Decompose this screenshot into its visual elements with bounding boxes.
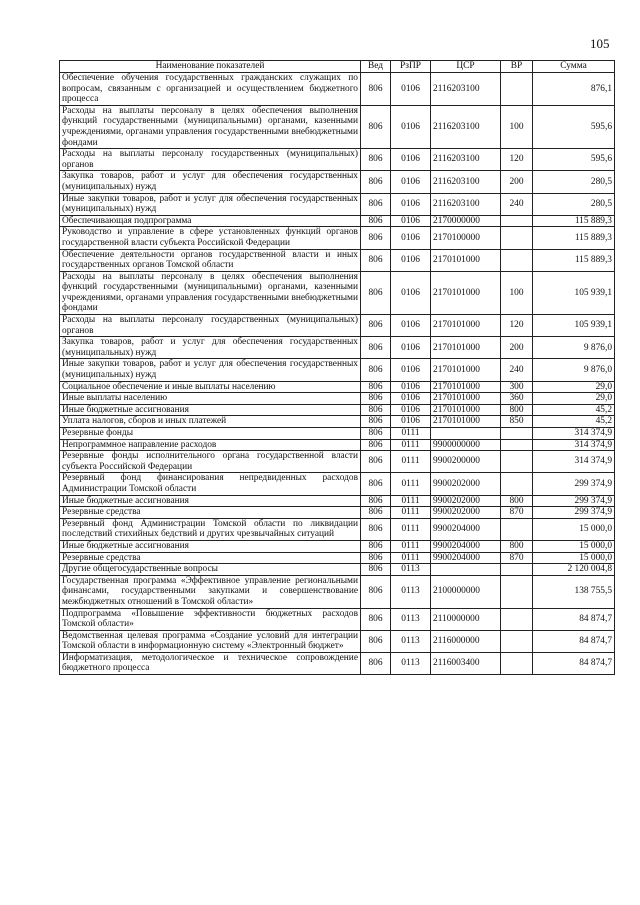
row-rzpr: 0106 [391,337,431,359]
row-vr [501,439,533,451]
row-ved: 806 [361,652,391,674]
row-csr: 2170101000 [431,249,501,271]
row-name: Государственная программа «Эффективное управление региональными финансами, государственными закупками и совершенствование межбюджетных отношений в Томской области» [60,575,361,608]
row-ved: 806 [361,416,391,428]
row-rzpr: 0106 [391,171,431,193]
row-ved: 806 [361,315,391,337]
row-name: Иные выплаты населению [60,393,361,405]
row-name: Расходы на выплаты персоналу государственных (муниципальных) органов [60,315,361,337]
table-row [60,416,615,428]
row-sum: 314 374,9 [533,439,615,451]
row-rzpr: 0113 [391,575,431,608]
row-sum: 115 889,3 [533,227,615,249]
row-sum: 29,0 [533,393,615,405]
header-sum: Сумма [533,61,615,73]
row-rzpr: 0106 [391,215,431,227]
row-ved: 806 [361,381,391,393]
row-csr: 9900202000 [431,495,501,507]
row-vr: 120 [501,315,533,337]
row-sum: 84 874,7 [533,630,615,652]
row-name: Расходы на выплаты персоналу в целях обеспечения выполнения функций государственными (муниципальными) органами, казенными учреждениями, органами управления государственными внебюджетными фондами [60,105,361,148]
table-body [60,73,615,675]
row-sum: 595,6 [533,105,615,148]
row-name: Иные закупки товаров, работ и услуг для обеспечения государственных (муниципальных) нужд [60,193,361,215]
budget-table [59,60,615,675]
row-rzpr: 0111 [391,507,431,519]
table-row [60,105,615,148]
row-ved: 806 [361,193,391,215]
row-rzpr: 0113 [391,608,431,630]
row-csr: 9900202000 [431,507,501,519]
row-vr [501,73,533,106]
table-row [60,552,615,564]
table-row [60,575,615,608]
row-ved: 806 [361,552,391,564]
row-ved: 806 [361,215,391,227]
row-rzpr: 0111 [391,495,431,507]
row-csr: 2170101000 [431,416,501,428]
table-row [60,518,615,540]
row-ved: 806 [361,227,391,249]
row-name: Обеспечение обучения государственных гражданских служащих по вопросам, связанным с организацией и осуществлением бюджетного процесса [60,73,361,106]
row-sum: 105 939,1 [533,271,615,314]
row-vr: 360 [501,393,533,405]
row-csr: 2170101000 [431,337,501,359]
row-rzpr: 0106 [391,227,431,249]
row-name: Социальное обеспечение и иные выплаты населению [60,381,361,393]
row-name: Обеспечение деятельности органов государственной власти и иных государственных органов Томской области [60,249,361,271]
row-csr: 2170000000 [431,215,501,227]
table-row [60,428,615,440]
table-row [60,540,615,552]
row-rzpr: 0106 [391,271,431,314]
row-ved: 806 [361,249,391,271]
row-vr [501,227,533,249]
row-csr: 2170101000 [431,271,501,314]
row-sum: 115 889,3 [533,249,615,271]
row-vr: 240 [501,359,533,381]
header-name: Наименование показателей [60,61,361,73]
row-sum: 280,5 [533,171,615,193]
row-name: Закупка товаров, работ и услуг для обеспечения государственных (муниципальных) нужд [60,337,361,359]
row-ved: 806 [361,428,391,440]
table-row [60,73,615,106]
row-ved: 806 [361,630,391,652]
table-row [60,215,615,227]
row-sum: 29,0 [533,381,615,393]
row-vr [501,575,533,608]
row-name: Расходы на выплаты персоналу в целях обеспечения выполнения функций государственными (муниципальными) органами, казенными учреждениями, органами управления государственными внебюджетными фондами [60,271,361,314]
row-csr: 9900204000 [431,552,501,564]
row-vr: 800 [501,540,533,552]
table-row [60,630,615,652]
row-vr: 850 [501,416,533,428]
row-sum: 15 000,0 [533,518,615,540]
row-ved: 806 [361,73,391,106]
row-vr: 120 [501,149,533,171]
table-row [60,337,615,359]
row-name: Иные бюджетные ассигнования [60,404,361,416]
row-name: Закупка товаров, работ и услуг для обеспечения государственных (муниципальных) нужд [60,171,361,193]
row-csr: 2170101000 [431,315,501,337]
row-sum: 9 876,0 [533,359,615,381]
header-rzpr: РзПР [391,61,431,73]
row-name: Другие общегосударственные вопросы [60,564,361,576]
row-ved: 806 [361,518,391,540]
row-ved: 806 [361,608,391,630]
table-row [60,149,615,171]
table-row [60,404,615,416]
row-rzpr: 0111 [391,428,431,440]
row-name: Резервные средства [60,507,361,519]
row-sum: 15 000,0 [533,552,615,564]
table-header-row [60,61,615,73]
table-row [60,271,615,314]
row-csr [431,564,501,576]
row-ved: 806 [361,439,391,451]
row-sum: 2 120 004,8 [533,564,615,576]
row-rzpr: 0113 [391,630,431,652]
row-csr: 9900200000 [431,451,501,473]
table-row [60,381,615,393]
row-csr: 2116000000 [431,630,501,652]
row-csr: 2170101000 [431,404,501,416]
row-vr [501,652,533,674]
table-row [60,227,615,249]
table-row [60,507,615,519]
row-csr: 9900204000 [431,518,501,540]
row-ved: 806 [361,404,391,416]
row-name: Резервные фонды [60,428,361,440]
row-vr [501,249,533,271]
row-rzpr: 0106 [391,149,431,171]
row-vr: 800 [501,495,533,507]
row-sum: 299 374,9 [533,507,615,519]
row-sum: 84 874,7 [533,652,615,674]
table-row [60,171,615,193]
row-sum: 138 755,5 [533,575,615,608]
row-name: Иные закупки товаров, работ и услуг для обеспечения государственных (муниципальных) нужд [60,359,361,381]
row-ved: 806 [361,575,391,608]
row-name: Иные бюджетные ассигнования [60,540,361,552]
row-csr: 2116203100 [431,149,501,171]
row-sum: 84 874,7 [533,608,615,630]
row-sum: 595,6 [533,149,615,171]
row-name: Подпрограмма «Повышение эффективности бюджетных расходов Томской области» [60,608,361,630]
row-csr: 2100000000 [431,575,501,608]
row-name: Резервные фонды исполнительного органа государственной власти субъекта Российской Федерации [60,451,361,473]
row-rzpr: 0106 [391,404,431,416]
row-csr: 9900202000 [431,473,501,495]
row-vr: 870 [501,552,533,564]
row-rzpr: 0106 [391,393,431,405]
row-sum: 314 374,9 [533,428,615,440]
table-row [60,393,615,405]
row-name: Резервный фонд Администрации Томской области по ликвидации последствий стихийных бедствий и других чрезвычайных ситуаций [60,518,361,540]
row-name: Руководство и управление в сфере установленных функций органов государственной власти субъекта Российской Федерации [60,227,361,249]
row-vr: 100 [501,271,533,314]
row-vr [501,428,533,440]
row-rzpr: 0111 [391,518,431,540]
row-sum: 15 000,0 [533,540,615,552]
row-sum: 299 374,9 [533,495,615,507]
row-csr [431,428,501,440]
row-vr [501,215,533,227]
row-ved: 806 [361,451,391,473]
row-sum: 299 374,9 [533,473,615,495]
row-sum: 105 939,1 [533,315,615,337]
row-csr: 9900000000 [431,439,501,451]
row-sum: 115 889,3 [533,215,615,227]
row-ved: 806 [361,149,391,171]
row-rzpr: 0111 [391,439,431,451]
row-rzpr: 0111 [391,540,431,552]
table-row [60,359,615,381]
row-rzpr: 0106 [391,359,431,381]
row-name: Иные бюджетные ассигнования [60,495,361,507]
row-vr [501,473,533,495]
table-row [60,439,615,451]
page-number: 105 [590,36,610,51]
row-rzpr: 0106 [391,315,431,337]
table-row [60,451,615,473]
header-ved: Вед [361,61,391,73]
row-ved: 806 [361,359,391,381]
table-row [60,249,615,271]
row-vr: 800 [501,404,533,416]
row-csr: 2116203100 [431,73,501,106]
row-vr: 100 [501,105,533,148]
row-sum: 280,5 [533,193,615,215]
row-rzpr: 0111 [391,451,431,473]
row-name: Резервный фонд финансирования непредвиденных расходов Администрации Томской области [60,473,361,495]
row-ved: 806 [361,540,391,552]
row-rzpr: 0106 [391,249,431,271]
row-ved: 806 [361,271,391,314]
row-rzpr: 0106 [391,416,431,428]
row-name: Уплата налогов, сборов и иных платежей [60,416,361,428]
row-csr: 2116203100 [431,171,501,193]
row-rzpr: 0111 [391,473,431,495]
row-rzpr: 0106 [391,381,431,393]
row-csr: 2116003400 [431,652,501,674]
table-row [60,652,615,674]
row-name: Ведомственная целевая программа «Создание условий для интеграции Томской области в информационную систему «Электронный бюджет» [60,630,361,652]
row-ved: 806 [361,507,391,519]
row-rzpr: 0113 [391,652,431,674]
row-name: Информатизация, методологическое и техническое сопровождение бюджетного процесса [60,652,361,674]
header-vr: ВР [501,61,533,73]
row-csr: 2170100000 [431,227,501,249]
header-csr: ЦСР [431,61,501,73]
row-csr: 2110000000 [431,608,501,630]
row-vr [501,518,533,540]
row-csr: 2116203100 [431,105,501,148]
row-rzpr: 0111 [391,552,431,564]
row-vr: 200 [501,337,533,359]
row-rzpr: 0113 [391,564,431,576]
row-sum: 314 374,9 [533,451,615,473]
row-csr: 2170101000 [431,359,501,381]
row-ved: 806 [361,393,391,405]
table-row [60,473,615,495]
row-ved: 806 [361,105,391,148]
row-vr: 300 [501,381,533,393]
row-ved: 806 [361,473,391,495]
row-vr [501,630,533,652]
row-rzpr: 0106 [391,193,431,215]
row-name: Обеспечивающая подпрограмма [60,215,361,227]
row-rzpr: 0106 [391,73,431,106]
table-row [60,193,615,215]
row-name: Расходы на выплаты персоналу государственных (муниципальных) органов [60,149,361,171]
row-csr: 2170101000 [431,393,501,405]
row-name: Непрограммное направление расходов [60,439,361,451]
table-row [60,315,615,337]
row-csr: 2170101000 [431,381,501,393]
table-row [60,495,615,507]
row-sum: 876,1 [533,73,615,106]
row-vr: 870 [501,507,533,519]
row-sum: 9 876,0 [533,337,615,359]
row-sum: 45,2 [533,416,615,428]
row-csr: 9900204000 [431,540,501,552]
row-rzpr: 0106 [391,105,431,148]
row-csr: 2116203100 [431,193,501,215]
row-ved: 806 [361,564,391,576]
row-name: Резервные средства [60,552,361,564]
row-sum: 45,2 [533,404,615,416]
row-vr [501,608,533,630]
table-row [60,608,615,630]
row-vr [501,451,533,473]
row-vr: 240 [501,193,533,215]
table-row [60,564,615,576]
row-ved: 806 [361,171,391,193]
row-vr: 200 [501,171,533,193]
row-ved: 806 [361,337,391,359]
row-ved: 806 [361,495,391,507]
row-vr [501,564,533,576]
